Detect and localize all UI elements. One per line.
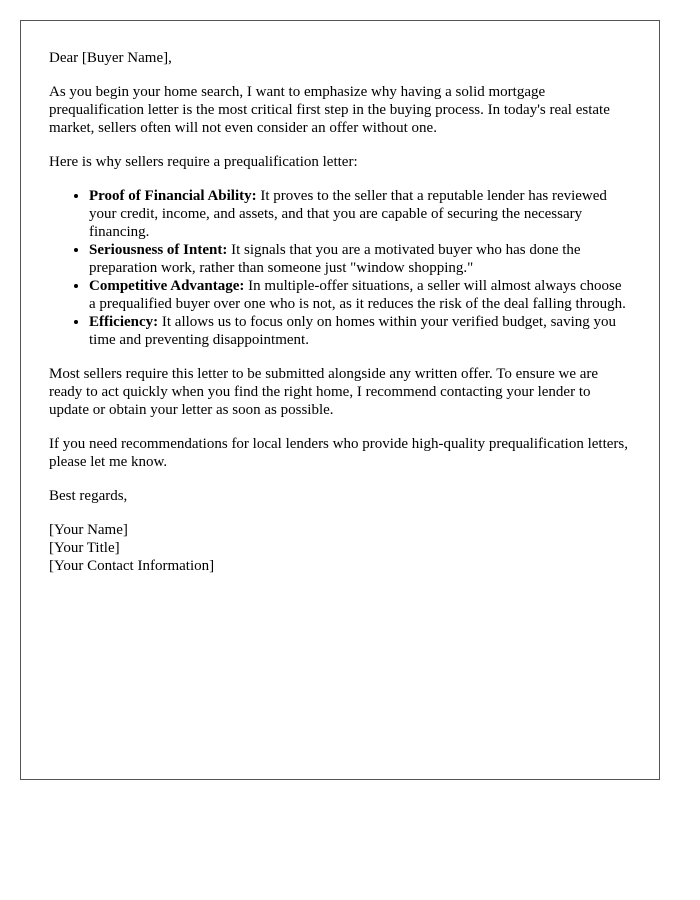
list-item [89,187,631,241]
reason-title: Efficiency: [89,314,159,330]
reason-title: Competitive Advantage: [89,278,245,294]
list-item [89,241,631,277]
reason-title: Seriousness of Intent: [89,242,228,258]
body-paragraph-1: Most sellers require this letter to be submitted alongside any written offer. To ensure we are ready to act quickly when you find the right home, I recommend contacting your lender to update or obtain your letter as soon as possible. [49,366,599,418]
reason-text: It allows us to focus only on homes within your verified budget, saving you time and preventing disappointment. [89,314,616,348]
list-item [89,313,631,349]
greeting: Dear [Buyer Name], [49,50,172,66]
closing: Best regards, [49,488,128,504]
signature-name: [Your Name] [49,522,128,538]
reasons-list [49,187,631,349]
reason-text: It signals that you are a motivated buyer who has done the preparation work, rather than someone just "window shopping." [89,242,581,276]
reason-text: In multiple-offer situations, a seller will almost always choose a prequalified buyer over one who is not, as it reduces the risk of the deal falling through. [89,278,626,312]
intro-paragraph: As you begin your home search, I want to emphasize why having a solid mortgage prequalification letter is the most critical first step in the buying process. In today's real estate market, sellers often will not even consider an offer without one. [49,84,610,136]
reason-text: It proves to the seller that a reputable lender has reviewed your credit, income, and assets, and that you are capable of securing the necessary financing. [89,188,607,240]
list-item [89,277,631,313]
body-paragraph-2: If you need recommendations for local lenders who provide high-quality prequalification letters, please let me know. [49,436,628,470]
signature-block [49,521,631,575]
letter-container [20,20,660,780]
signature-contact: [Your Contact Information] [49,558,215,574]
reason-title: Proof of Financial Ability: [89,188,257,204]
list-intro: Here is why sellers require a prequalification letter: [49,154,358,170]
signature-title: [Your Title] [49,540,120,556]
